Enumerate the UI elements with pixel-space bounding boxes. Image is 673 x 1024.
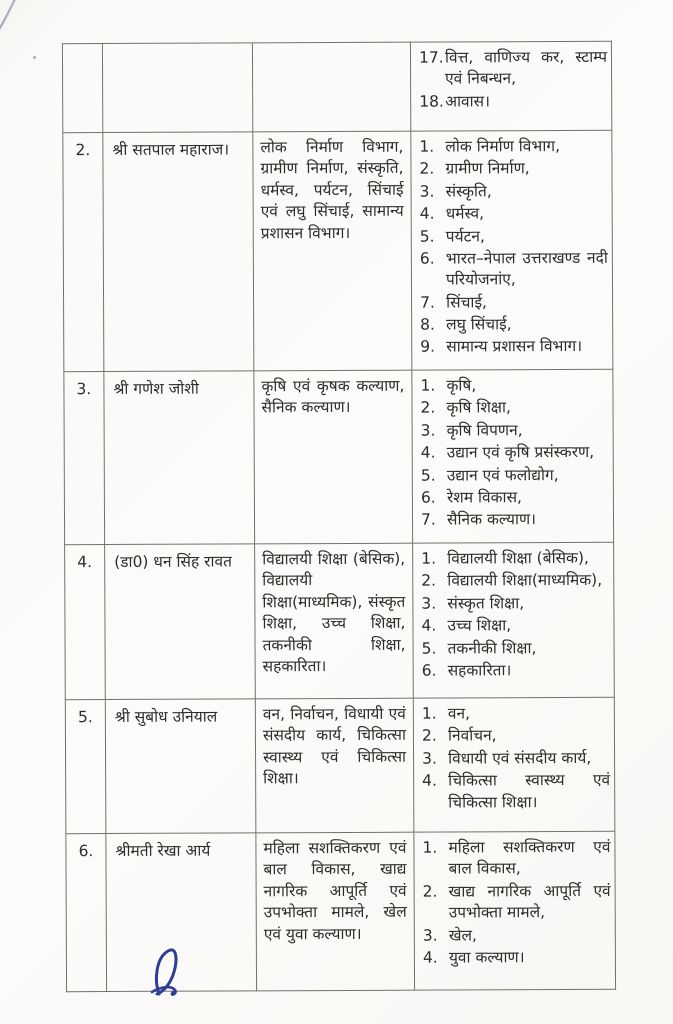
departments-summary-cell: कृषि एवं कृषक कल्याण, सैनिक कल्याण। — [254, 370, 413, 544]
serial-cell — [62, 44, 102, 133]
department-item — [422, 660, 610, 682]
department-number: 2. — [420, 398, 436, 418]
department-number: 1. — [419, 137, 435, 156]
department-number: 17. — [418, 48, 444, 67]
department-label: कृषि शिक्षा, — [446, 398, 511, 417]
department-label: चिकित्सा स्वास्थ्य एवं चिकित्सा शिक्षा। — [448, 770, 611, 812]
department-label: निर्वाचन, — [447, 726, 497, 745]
department-item — [420, 314, 608, 336]
department-number: 6. — [421, 661, 437, 680]
department-label: संस्कृति, — [445, 182, 492, 201]
department-item — [423, 881, 611, 925]
minister-name-cell: श्री गणेश जोशी — [104, 371, 255, 545]
department-number: 4. — [422, 948, 438, 967]
department-number: 3. — [421, 594, 437, 613]
department-label: खाद्य नागरिक आपूर्ति एवं उपभोक्ता मामले, — [448, 881, 611, 922]
table-row — [65, 697, 615, 833]
department-label: धर्मस्व, — [445, 204, 485, 223]
minister-name-cell: (डा0) धन सिंह रावत — [105, 544, 256, 700]
department-number: 3. — [422, 749, 437, 768]
table-row — [66, 831, 616, 991]
departments-list-cell — [412, 369, 614, 543]
department-label: उद्यान एवं कृषि प्रसंस्करण, — [446, 443, 595, 462]
department-number: 5. — [421, 639, 437, 658]
department-label: सैनिक कल्याण। — [446, 510, 537, 529]
department-item — [421, 615, 609, 637]
department-number: 3. — [420, 421, 436, 440]
serial-cell: 5. — [65, 700, 106, 834]
department-number: 1. — [422, 838, 438, 857]
minister-name-cell: श्री सतपाल महाराज। — [103, 132, 254, 372]
departments-summary-cell: वन, निर्वाचन, विधायी एवं संसदीय कार्य, चिकित्सा स्वास्थ्य एवं चिकित्सा शिक्षा। — [255, 698, 414, 833]
minister-name-cell: श्री सुबोध उनियाल — [105, 699, 256, 834]
department-label: विधायी एवं संसदीय कार्य, — [448, 748, 592, 768]
department-item — [422, 725, 610, 747]
department-number: 4. — [419, 204, 435, 223]
department-label: लोक निर्माण विभाग, — [445, 137, 561, 156]
department-item — [420, 203, 608, 225]
department-number: 2. — [419, 159, 435, 179]
department-item — [420, 181, 608, 203]
department-label: आवास। — [445, 92, 491, 111]
department-item — [422, 837, 610, 881]
department-number: 9. — [420, 337, 436, 357]
departments-list-cell — [413, 697, 615, 832]
ministers-departments-table — [62, 41, 616, 992]
department-number: 5. — [419, 227, 435, 246]
department-number: 4. — [420, 443, 436, 462]
department-number: 2. — [421, 571, 437, 591]
department-label: लघु सिंचाई, — [446, 315, 512, 334]
department-item — [422, 748, 610, 770]
department-label: संस्कृत शिक्षा, — [447, 593, 525, 613]
serial-cell: 4. — [65, 545, 106, 700]
department-item — [422, 637, 610, 659]
department-item — [420, 336, 608, 358]
department-item — [421, 548, 609, 570]
department-item — [423, 947, 611, 969]
table-row — [63, 130, 613, 371]
minister-name-cell: श्रीमती रेखा आर्य — [106, 833, 257, 992]
department-item — [421, 464, 609, 486]
department-label: युवा कल्याण। — [448, 948, 525, 967]
department-item — [423, 924, 611, 946]
department-label: रेशम विकास, — [446, 488, 523, 507]
department-label: सहकारिता। — [447, 661, 512, 680]
department-item — [421, 509, 609, 531]
departments-list-cell — [414, 831, 616, 990]
department-label: विद्यालयी शिक्षा (बेसिक), — [447, 548, 589, 568]
departments-summary-cell: महिला सशक्तिकरण एवं बाल विकास, खाद्य नागरिक आपूर्ति एवं उपभोक्ता मामले, खेल एवं युवा कल्याण। — [256, 832, 415, 991]
department-number: 1. — [420, 376, 436, 395]
table-body — [62, 41, 615, 991]
department-number: 6. — [420, 488, 436, 507]
department-label: खेल, — [448, 925, 477, 945]
scan-speck-artifact — [33, 56, 36, 59]
department-item — [419, 158, 607, 180]
department-label: सामान्य प्रशासन विभाग। — [446, 337, 583, 356]
department-item — [420, 375, 608, 397]
department-number: 7. — [420, 293, 435, 312]
department-label: ग्रामीण निर्माण, — [445, 159, 530, 178]
department-label: सिंचाई, — [446, 292, 487, 312]
department-label: कृषि विपणन, — [446, 420, 523, 440]
department-item — [422, 770, 610, 814]
department-label: महिला सशक्तिकरण एवं बाल विकास, — [448, 837, 611, 878]
department-number: 6. — [419, 249, 435, 268]
department-item — [421, 570, 609, 592]
department-number: 8. — [420, 315, 435, 334]
department-item — [421, 442, 609, 464]
departments-list-cell — [413, 542, 615, 698]
department-number: 4. — [421, 616, 437, 635]
department-item — [420, 291, 608, 313]
department-item — [421, 487, 609, 509]
department-number: 18. — [419, 92, 444, 111]
department-item — [419, 136, 607, 158]
department-item — [422, 703, 610, 725]
departments-list-cell — [411, 130, 613, 370]
department-label: पर्यटन, — [445, 226, 485, 246]
department-number: 5. — [420, 466, 436, 485]
department-label: विद्यालयी शिक्षा(माध्यमिक), — [447, 571, 603, 590]
department-label: वित्त, वाणिज्य कर, स्टाम्प एवं निबन्धन, — [444, 47, 608, 88]
department-item — [421, 420, 609, 442]
table-row — [65, 542, 615, 699]
department-number: 3. — [419, 182, 435, 201]
department-item — [419, 47, 607, 91]
department-label: तकनीकी शिक्षा, — [447, 638, 537, 658]
department-item — [419, 91, 607, 113]
department-number: 1. — [421, 704, 437, 723]
department-number: 1. — [421, 549, 437, 568]
department-number: 3. — [422, 926, 438, 945]
departments-summary-cell — [252, 42, 410, 132]
departments-summary-cell: विद्यालयी शिक्षा (बेसिक), विद्यालयी शिक्षा(माध्यमिक), संस्कृत शिक्षा, उच्च शिक्षा, तकनीकी शिक्षा, सहकारिता। — [255, 543, 414, 699]
department-label: कृषि, — [446, 376, 477, 395]
department-item — [420, 248, 608, 292]
department-number: 7. — [420, 510, 436, 529]
department-item — [420, 397, 608, 419]
department-item — [420, 225, 608, 247]
departments-list-cell — [410, 41, 611, 131]
minister-name-cell — [102, 43, 252, 133]
department-label: उद्यान एवं फलोद्योग, — [446, 465, 559, 485]
serial-cell: 6. — [66, 834, 107, 992]
departments-summary-cell: लोक निर्माण विभाग, ग्रामीण निर्माण, संस्कृति, धर्मस्व, पर्यटन, सिंचाई एवं लघु सिंचाई, सामान्य प्रशासन विभाग। — [253, 131, 412, 371]
table-row — [64, 369, 614, 544]
department-label: उच्च शिक्षा, — [447, 616, 512, 635]
department-item — [421, 593, 609, 615]
department-label: भारत–नेपाल उत्तराखण्ड नदी परियोजनांए, — [445, 248, 608, 289]
serial-cell: 3. — [64, 372, 105, 545]
serial-cell: 2. — [63, 133, 104, 372]
department-number: 2. — [421, 726, 437, 746]
department-number: 4. — [422, 771, 437, 790]
department-number: 2. — [422, 882, 438, 901]
page-corner-fold-artifact — [0, 0, 60, 60]
table-row — [62, 41, 611, 132]
department-label: वन, — [447, 704, 471, 723]
